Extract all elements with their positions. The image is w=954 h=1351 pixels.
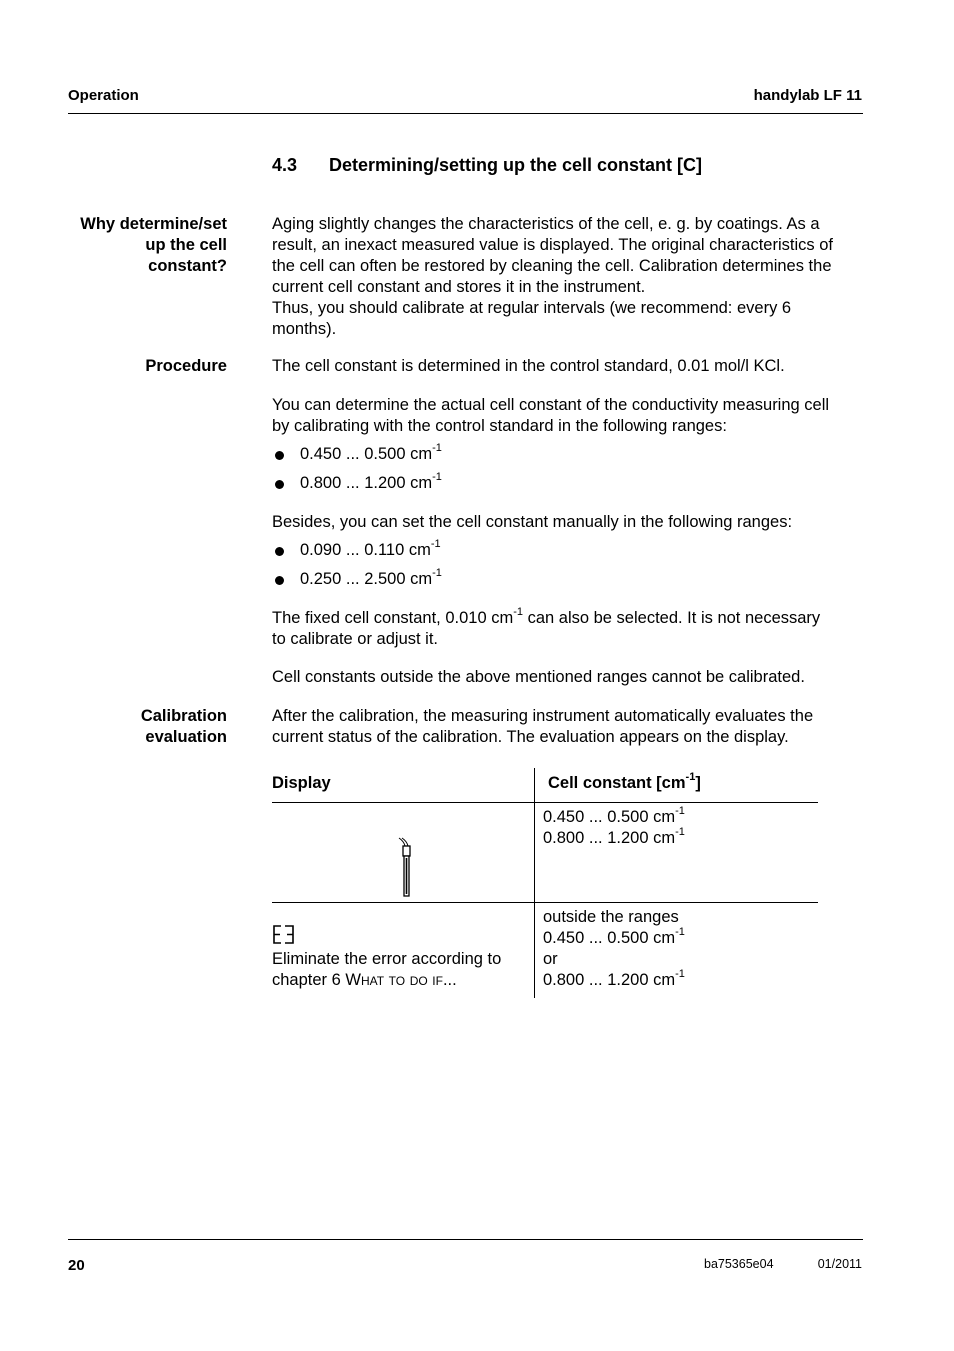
bullet-icon — [275, 576, 284, 585]
procedure-p5: Cell constants outside the above mentioned ranges cannot be calibrated. — [272, 668, 805, 686]
document-date: 01/2011 — [817, 1257, 862, 1271]
page-number: 20 — [68, 1257, 85, 1274]
calibration-label: Calibration evaluation — [140, 707, 227, 746]
why-paragraph: Aging slightly changes the characteristics of the cell, e. g. by coatings. As a result, an inexact measured value is displayed. The original characteristics of the cell can often be restored by cleaning the cell. Calibration determines the current cell constant and stores it in the instrument. Thus, you should calibrate at regular intervals (we recommend: every 6 months). — [272, 215, 833, 338]
running-header-left: Operation — [68, 87, 139, 104]
document-id: ba75365e04 — [704, 1257, 774, 1271]
calibration-paragraph: After the calibration, the measuring instrument automatically evaluates the current status of the calibration. The evaluation appears on the display. — [272, 707, 814, 746]
procedure-p4: The fixed cell constant, 0.010 $cm^{-1}$ can also be selected. It is not necessary to calibrate or adjust it. — [272, 605, 821, 648]
procedure-p3: Besides, you can set the cell constant manually in the following ranges: — [272, 513, 793, 531]
running-header-right: handylab LF 11 — [753, 87, 862, 104]
why-label: Why determine/set up the cell constant? — [80, 215, 227, 275]
table-row-rule — [272, 902, 818, 903]
section-title: Determining/setting up the cell constant [C] — [329, 155, 703, 175]
electrode-icon — [396, 836, 418, 898]
procedure-label: Procedure — [145, 357, 227, 375]
bullet-icon — [275, 451, 284, 460]
procedure-p1: The cell constant is determined in the control standard, 0.01 mol/l KCl. — [272, 357, 785, 375]
section-number: 4.3 — [272, 155, 298, 175]
procedure-p2: You can determine the actual cell constant of the conductivity measuring cell by calibrating with the control standard in the following ranges: — [272, 396, 830, 435]
error-code-e3-icon — [272, 924, 296, 945]
row2-cell-constant: outside the ranges 0.450 ... 0.500 $cm^{-1}$ or 0.800 ... 1.200 $cm^{-1}$ — [543, 908, 685, 989]
table-header-display: Display — [272, 774, 331, 792]
row2-note: Eliminate the error according to chapter 6 What to do if... — [272, 950, 502, 989]
row1-cell-constant: 0.450 ... 0.500 $cm^{-1}$ 0.800 ... 1.200 $cm^{-1}$ — [543, 804, 685, 847]
table-header-rule — [272, 802, 818, 803]
bullet-icon — [275, 547, 284, 556]
header-rule — [68, 113, 863, 114]
table-header-cell-constant: Cell constant $[cm^{-1}]$ — [548, 770, 701, 792]
footer-rule — [68, 1239, 863, 1240]
bullet-icon — [275, 480, 284, 489]
